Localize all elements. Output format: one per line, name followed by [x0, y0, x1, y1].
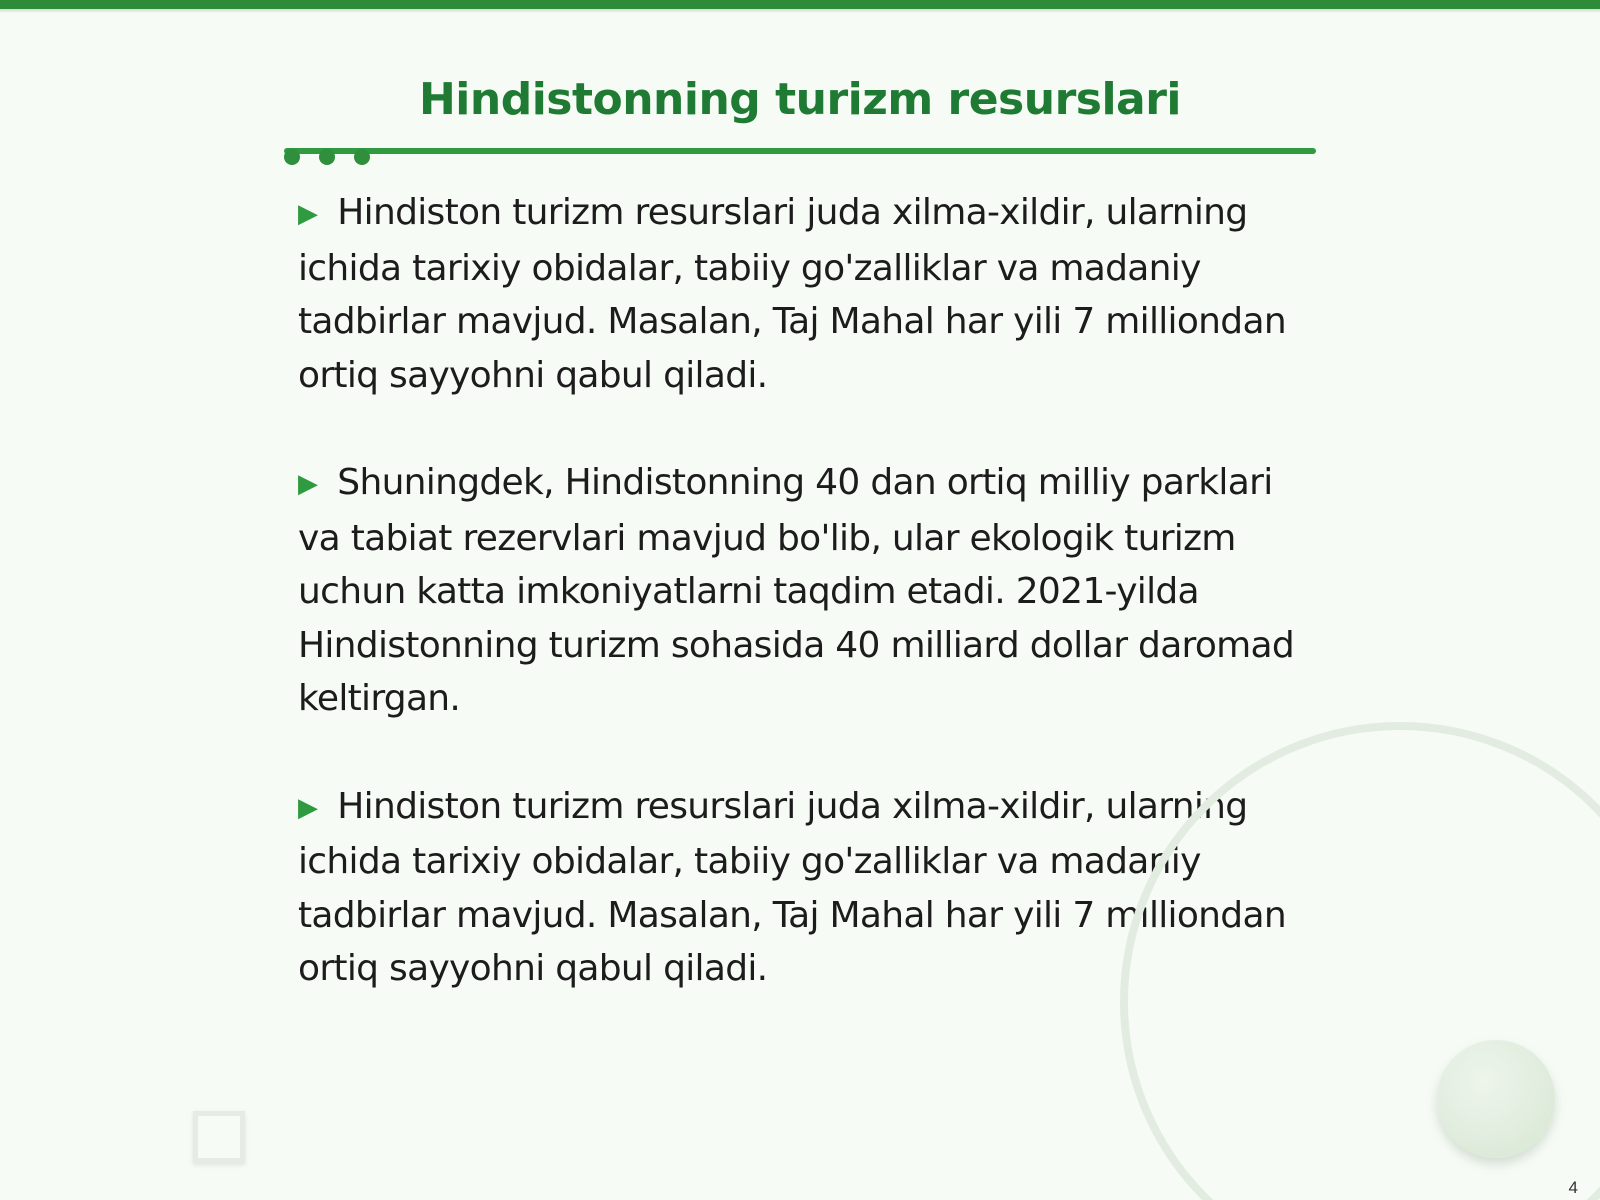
slide-title: Hindistonning turizm resurslari — [418, 74, 1182, 125]
bullet-text: Hindiston turizm resurslari juda xilma-xildir, ularning ichida tarixiy obidalar, tabiiy go'zalliklar va madaniy tadbirlar mavjud. Masalan, Taj Mahal har yili 7 milliondan ortiq sayyohni qabul qiladi. — [298, 192, 1286, 396]
decorative-square — [193, 1111, 245, 1163]
top-accent-bar — [0, 0, 1600, 9]
underline-dot-icon — [284, 149, 300, 165]
triangle-right-icon: ▶ — [298, 199, 318, 229]
triangle-right-icon: ▶ — [298, 792, 318, 823]
page-number: 4 — [1568, 1178, 1578, 1197]
triangle-right-icon: ▶ — [298, 469, 318, 499]
top-bar-shadow — [0, 9, 1600, 13]
title-underline — [284, 148, 1316, 154]
bullet-item — [298, 186, 1298, 402]
underline-dot-icon — [319, 149, 335, 165]
bullet-text: Shuningdek, Hindistonning 40 dan ortiq milliy parklari va tabiat rezervlari mavjud bo'lib, ular ekologik turizm uchun katta imkoniyatlarni taqdim etadi. 2021-yilda Hindistonning turizm sohasida 40 milliard dollar daromad keltirgan. — [298, 462, 1295, 719]
bullet-item — [298, 456, 1298, 726]
bullet-text: Hindiston turizm resurslari juda xilma-xildir, ularning ichida tarixiy obidalar, tabiiy go'zalliklar va madaniy tadbirlar mavjud. Masalan, Taj Mahal har yili 7 milliondan ortiq sayyohni qabul qiladi. — [298, 785, 1286, 989]
underline-dot-icon — [354, 149, 370, 165]
decorative-circle — [1437, 1040, 1555, 1158]
